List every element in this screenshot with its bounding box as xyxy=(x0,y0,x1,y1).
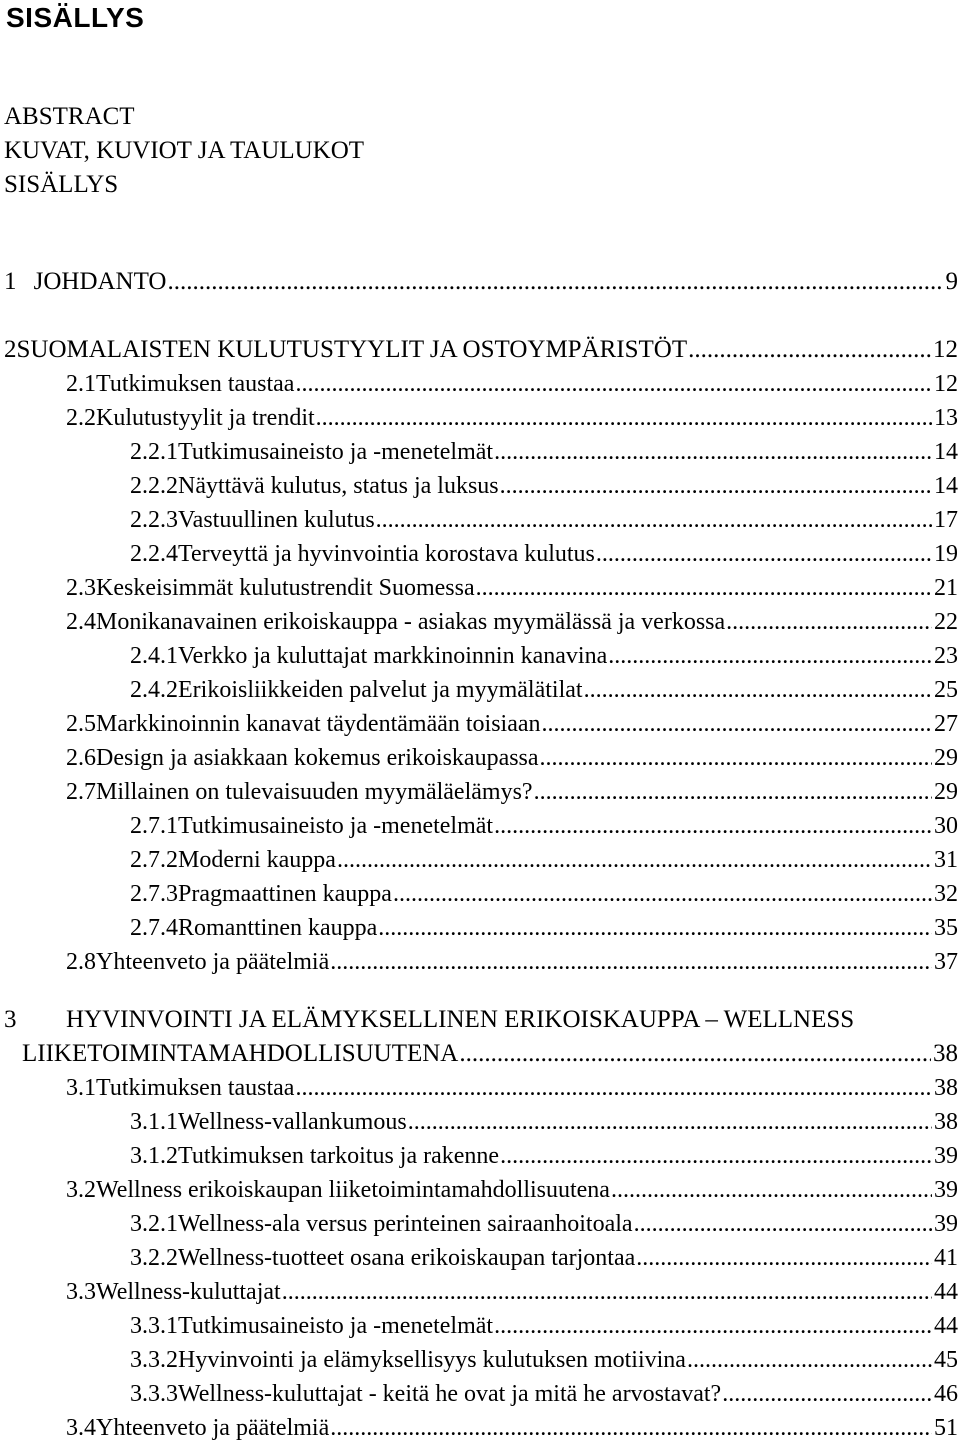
toc-entry-page: 38 xyxy=(934,1109,958,1135)
toc-dot-leader xyxy=(295,1071,932,1105)
toc-entry-page: 17 xyxy=(934,507,958,533)
toc-entry-page: 29 xyxy=(934,779,958,805)
toc-entry-number: 2.7.3 xyxy=(130,881,178,907)
toc-entry-page: 46 xyxy=(934,1381,958,1407)
toc-dot-leader xyxy=(688,333,931,367)
toc-entry[interactable] xyxy=(130,537,958,571)
toc-entry-title: Hyvinvointi ja elämyksellisyys kulutuksen motiivina xyxy=(178,1347,686,1373)
toc-dot-leader xyxy=(687,1343,932,1377)
toc-dot-leader xyxy=(167,265,943,299)
toc-dot-leader xyxy=(636,1241,932,1275)
toc-dot-leader xyxy=(376,503,932,537)
toc-dot-leader xyxy=(459,1037,931,1071)
toc-entry[interactable] xyxy=(66,945,958,979)
toc-entry-title: Terveyttä ja hyvinvointia korostava kulutus xyxy=(178,541,595,567)
toc-entry[interactable] xyxy=(130,435,958,469)
toc-entry[interactable] xyxy=(66,367,958,401)
toc-entry-title: Erikoisliikkeiden palvelut ja myymälätilat xyxy=(178,677,583,703)
toc-entry-page: 12 xyxy=(934,371,958,397)
toc-entry[interactable] xyxy=(130,1309,958,1343)
toc-entry-page: 38 xyxy=(934,1075,958,1101)
toc-entry-page: 37 xyxy=(934,949,958,975)
toc-entry-number: 2.2.1 xyxy=(130,439,178,465)
toc-entry-page: 14 xyxy=(934,473,958,499)
toc-entry-page: 22 xyxy=(934,609,958,635)
toc-entry[interactable] xyxy=(4,1003,958,1037)
toc-entry-title: LIIKETOIMINTAMAHDOLLISUUTENA xyxy=(22,1040,459,1067)
toc-entry-number: 2.4 xyxy=(66,609,96,635)
toc-entry-title: SUOMALAISTEN KULUTUSTYYLIT JA OSTOYMPÄRISTÖT xyxy=(16,336,688,363)
toc-entry-page: 19 xyxy=(934,541,958,567)
toc-entry[interactable] xyxy=(4,333,958,367)
toc-dot-leader xyxy=(494,1309,932,1343)
front-matter-contents[interactable]: SISÄLLYS xyxy=(4,171,119,198)
toc-entry-page: 39 xyxy=(934,1143,958,1169)
toc-dot-leader xyxy=(337,843,932,877)
toc-entry-number: 3.3 xyxy=(66,1279,96,1305)
toc-dot-leader xyxy=(282,1275,932,1309)
toc-entry-title: Wellness-kuluttajat xyxy=(96,1279,281,1305)
toc-entry-number: 3.3.2 xyxy=(130,1347,178,1373)
toc-entry[interactable] xyxy=(4,265,958,299)
toc-entry[interactable] xyxy=(130,1377,958,1411)
toc-entry-title: HYVINVOINTI JA ELÄMYKSELLINEN ERIKOISKAUPPA – WELLNESS xyxy=(66,1006,855,1033)
toc-entry-number: 2.5 xyxy=(66,711,96,737)
page-title: SISÄLLYS xyxy=(6,2,145,33)
toc-dot-leader xyxy=(408,1105,932,1139)
toc-entry-number: 3.1 xyxy=(66,1075,96,1101)
toc-entry-number: 2.7 xyxy=(66,779,96,805)
toc-entry[interactable] xyxy=(130,1343,958,1377)
toc-entry-number: 3.1.1 xyxy=(130,1109,178,1135)
toc-entry[interactable] xyxy=(130,843,958,877)
toc-entry[interactable] xyxy=(66,707,958,741)
toc-entry-number: 2.2.4 xyxy=(130,541,178,567)
toc-entry-page: 45 xyxy=(934,1347,958,1373)
toc-entry-title: Tutkimuksen taustaa xyxy=(96,1075,295,1101)
toc-dot-leader xyxy=(476,571,932,605)
toc-entry-title: Wellness-ala versus perinteinen sairaanhoitoala xyxy=(178,1211,633,1237)
toc-entry-number: 2.4.1 xyxy=(130,643,178,669)
toc-entry[interactable] xyxy=(66,741,958,775)
toc-entry-page: 30 xyxy=(934,813,958,839)
toc-entry-title: Moderni kauppa xyxy=(178,847,336,873)
toc-entry[interactable] xyxy=(66,775,958,809)
toc-entry-page: 23 xyxy=(934,643,958,669)
toc-dot-leader xyxy=(500,469,932,503)
toc-dot-leader xyxy=(608,639,932,673)
toc-entry-title: Yhteenveto ja päätelmiä xyxy=(96,1415,330,1441)
toc-entry-title: Monikanavainen erikoiskauppa - asiakas myymälässä ja verkossa xyxy=(96,609,726,635)
toc-entry-number: 1 xyxy=(4,268,17,295)
front-matter-abstract[interactable]: ABSTRACT xyxy=(4,103,135,130)
toc-dot-leader xyxy=(494,809,932,843)
toc-entry-title: Keskeisimmät kulutustrendit Suomessa xyxy=(96,575,475,601)
toc-entry-number: 3.2.2 xyxy=(130,1245,178,1271)
toc-entry-page: 29 xyxy=(934,745,958,771)
toc-entry-title: Pragmaattinen kauppa xyxy=(178,881,392,907)
toc-entry-title: Wellness erikoiskaupan liiketoimintamahdollisuutena xyxy=(96,1177,610,1203)
toc-entry-number: 2.7.2 xyxy=(130,847,178,873)
toc-dot-leader xyxy=(378,911,932,945)
toc-dot-leader xyxy=(542,707,932,741)
toc-entry-number: 3.1.2 xyxy=(130,1143,178,1169)
toc-entry-number: 2.7.1 xyxy=(130,813,178,839)
toc-entry-number: 2 xyxy=(4,336,17,363)
toc-dot-leader xyxy=(330,945,932,979)
toc-dot-leader xyxy=(494,435,932,469)
toc-entry-title: Wellness-kuluttajat - keitä he ovat ja mitä he arvostavat? xyxy=(178,1381,722,1407)
toc-entry-page: 41 xyxy=(934,1245,958,1271)
toc-entry-number: 3.2 xyxy=(66,1177,96,1203)
toc-entry[interactable] xyxy=(130,809,958,843)
toc-entry-title: Tutkimuksen tarkoitus ja rakenne xyxy=(178,1143,500,1169)
toc-entry-title: Yhteenveto ja päätelmiä xyxy=(96,949,330,975)
toc-dot-leader xyxy=(584,673,932,707)
toc-dot-leader xyxy=(596,537,932,571)
toc-entry-number: 2.2.3 xyxy=(130,507,178,533)
toc-dot-leader xyxy=(393,877,932,911)
toc-entry[interactable] xyxy=(130,1241,958,1275)
toc-entry-number: 3.3.1 xyxy=(130,1313,178,1339)
toc-entry-page: 9 xyxy=(945,268,958,295)
toc-entry-title: Design ja asiakkaan kokemus erikoiskaupassa xyxy=(96,745,539,771)
toc-entry-title: Tutkimusaineisto ja -menetelmät xyxy=(178,813,494,839)
toc-entry[interactable] xyxy=(66,1071,958,1105)
toc-dot-leader xyxy=(611,1173,932,1207)
toc-entry-page: 39 xyxy=(934,1211,958,1237)
toc-entry[interactable] xyxy=(130,877,958,911)
toc-entry-number: 2.2 xyxy=(66,405,96,431)
toc-entry-number: 2.3 xyxy=(66,575,96,601)
toc-entry-page: 51 xyxy=(934,1415,958,1441)
toc-entry-number: 3 xyxy=(4,1006,17,1033)
toc-entry-number: 3.3.3 xyxy=(130,1381,178,1407)
toc-dot-leader xyxy=(534,775,932,809)
toc-entry-page: 44 xyxy=(934,1313,958,1339)
toc-entry-title: Romanttinen kauppa xyxy=(178,915,378,941)
toc-entry-title: Verkko ja kuluttajat markkinoinnin kanavina xyxy=(178,643,608,669)
toc-entry-page: 44 xyxy=(934,1279,958,1305)
toc-entry-number: 2.6 xyxy=(66,745,96,771)
toc-dot-leader xyxy=(722,1377,932,1411)
toc-entry-page: 32 xyxy=(934,881,958,907)
toc-entry-title: Kulutustyylit ja trendit xyxy=(96,405,315,431)
toc-entry-number: 2.7.4 xyxy=(130,915,178,941)
toc-entry-page: 38 xyxy=(933,1040,958,1067)
toc-entry-page: 12 xyxy=(933,336,958,363)
toc-entry[interactable] xyxy=(66,401,958,435)
toc-entry-title: Wellness-tuotteet osana erikoiskaupan tarjontaa xyxy=(178,1245,636,1271)
toc-entry[interactable] xyxy=(130,469,958,503)
toc-entry-title: Markkinoinnin kanavat täydentämään toisiaan xyxy=(96,711,541,737)
toc-entry-page: 25 xyxy=(934,677,958,703)
toc-dot-leader xyxy=(316,401,932,435)
toc-entry-title: Wellness-vallankumous xyxy=(178,1109,407,1135)
toc-entry-page: 27 xyxy=(934,711,958,737)
toc-entry-title: Tutkimusaineisto ja -menetelmät xyxy=(178,1313,494,1339)
toc-entry-page: 14 xyxy=(934,439,958,465)
toc-entry-title: Tutkimusaineisto ja -menetelmät xyxy=(178,439,494,465)
toc-dot-leader xyxy=(634,1207,932,1241)
toc-entry-page: 39 xyxy=(934,1177,958,1203)
toc-entry[interactable] xyxy=(130,673,958,707)
toc-entry-number: 2.8 xyxy=(66,949,96,975)
toc-entry[interactable] xyxy=(130,1207,958,1241)
toc-entry[interactable] xyxy=(66,605,958,639)
toc-entry[interactable] xyxy=(130,503,958,537)
toc-entry-title: Näyttävä kulutus, status ja luksus xyxy=(178,473,499,499)
toc-entry[interactable] xyxy=(130,911,958,945)
toc-dot-leader xyxy=(295,367,932,401)
toc-entry[interactable] xyxy=(66,1275,958,1309)
toc-entry-title: Tutkimuksen taustaa xyxy=(96,371,295,397)
toc-dot-leader xyxy=(500,1139,932,1173)
toc-entry-number: 2.4.2 xyxy=(130,677,178,703)
toc-entry-page: 31 xyxy=(934,847,958,873)
toc-entry[interactable] xyxy=(130,1139,958,1173)
toc-entry-number: 2.2.2 xyxy=(130,473,178,499)
toc-dot-leader xyxy=(540,741,932,775)
toc-entry-number: 2.1 xyxy=(66,371,96,397)
toc-entry-number: 3.4 xyxy=(66,1415,96,1441)
toc-dot-leader xyxy=(726,605,932,639)
front-matter-figures[interactable]: KUVAT, KUVIOT JA TAULUKOT xyxy=(4,137,365,164)
toc-entry-title: JOHDANTO xyxy=(33,268,167,295)
toc-entry[interactable] xyxy=(130,1105,958,1139)
toc-entry[interactable] xyxy=(4,1037,958,1071)
toc-entry-title: Millainen on tulevaisuuden myymäläelämys? xyxy=(96,779,533,805)
toc-entry-page: 13 xyxy=(934,405,958,431)
toc-entry-title: Vastuullinen kulutus xyxy=(178,507,375,533)
toc-entry-page: 35 xyxy=(934,915,958,941)
toc-entry[interactable] xyxy=(66,571,958,605)
toc-entry-number: 3.2.1 xyxy=(130,1211,178,1237)
toc-entry[interactable] xyxy=(130,639,958,673)
toc-entry-page: 21 xyxy=(934,575,958,601)
toc-entry[interactable] xyxy=(66,1173,958,1207)
